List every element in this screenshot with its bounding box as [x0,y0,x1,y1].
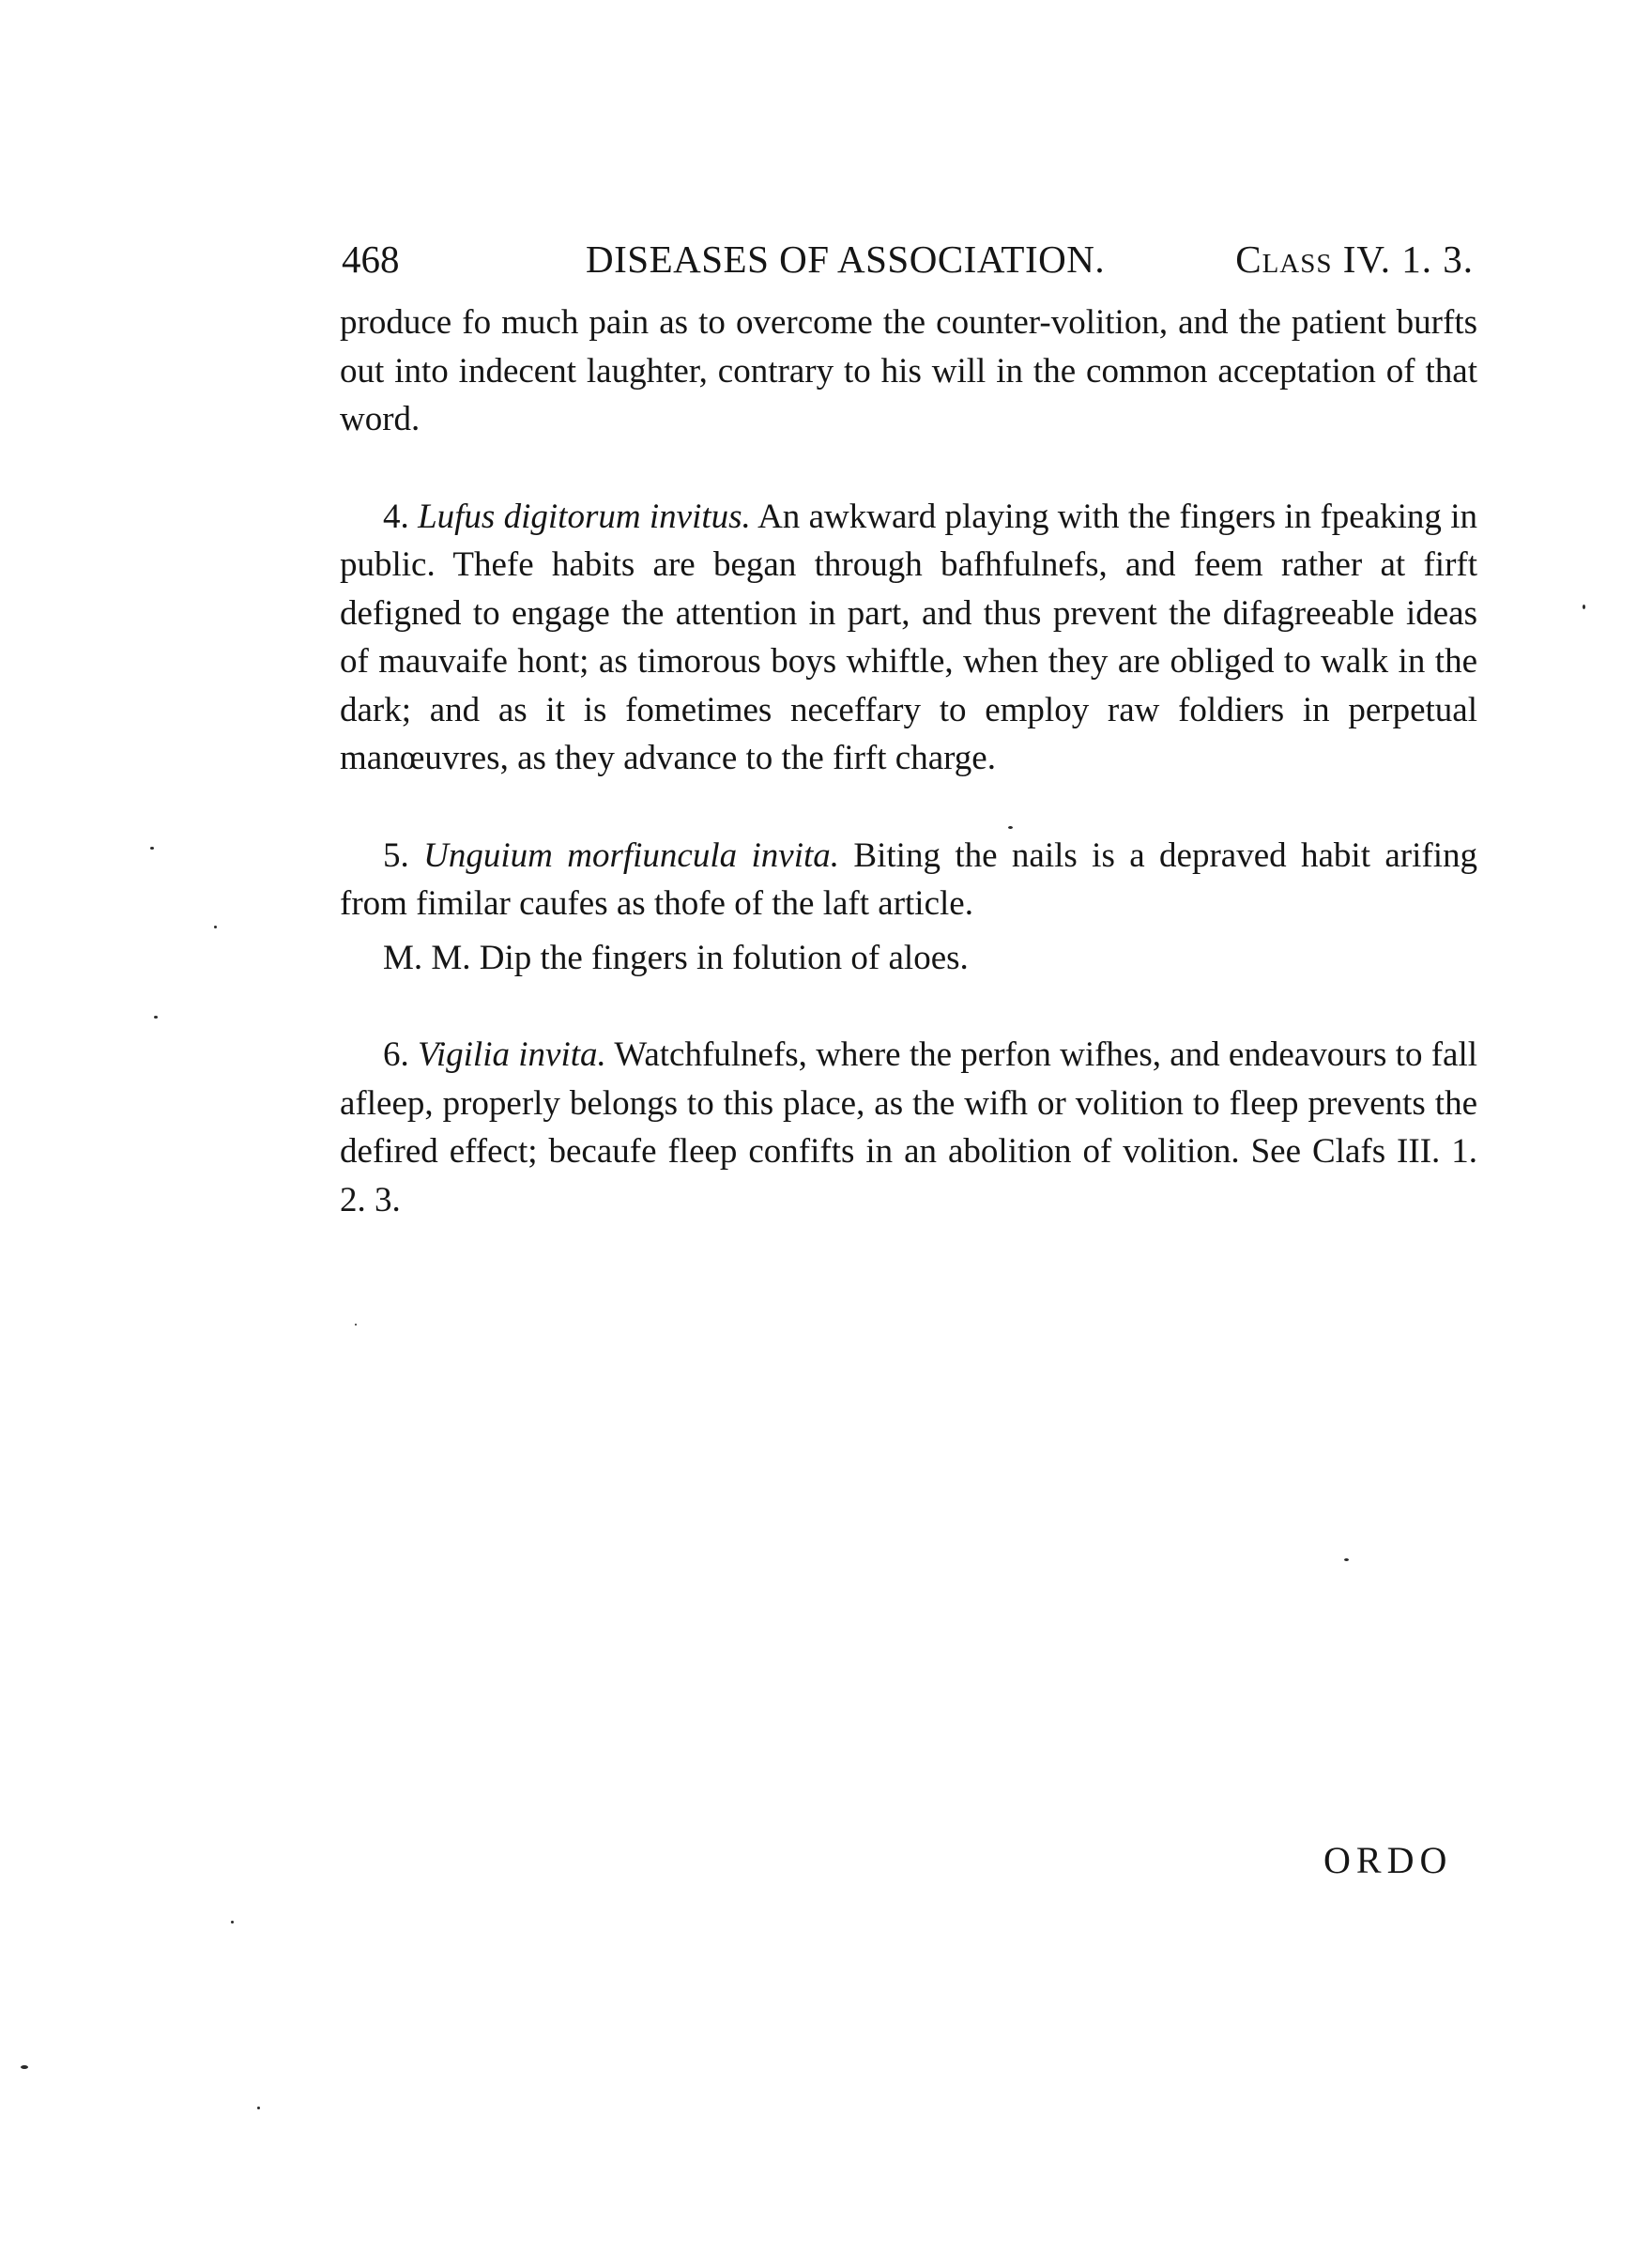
scan-speck [1344,1558,1349,1561]
scan-speck [21,2065,28,2069]
scan-speck [355,1324,357,1326]
latin-term: Unguium morfiuncula invita. [423,835,840,875]
scan-speck [214,926,217,928]
method-of-medicine: M. M. Dip the fingers in folution of aloes. [383,938,969,977]
paragraph-text: An awkward playing with the fingers in fpeaking in public. Thefe habits are began through bafhfulnefs, and feem rather at firft defigned to engage the attention in part, and thus prevent the difagreeable ideas of mauvaife hont; as timorous boys whiftle, when they are obliged to walk in the dark; and as it is fometimes neceffary to employ raw foldiers in perpetual manœuvres, as they advance to the firft charge. [340,497,1477,777]
item-number: 5. [383,835,409,875]
scan-speck [150,847,154,850]
paragraph-lusus-digitorum [340,493,1477,783]
paragraph-continuation: produce fo much pain as to overcome the counter-volition, and the patient burfts out into indecent laughter, contrary to his will in the common acceptation of that word. [340,303,1477,438]
scan-speck [1008,826,1013,829]
scan-speck [154,1016,158,1019]
scan-speck [257,2107,260,2109]
scan-speck [1583,605,1585,609]
latin-term: Vigilia invita. [418,1035,606,1074]
page-header [342,233,1483,285]
paragraph-unguium [340,832,1477,928]
page-number: 468 [342,238,400,281]
scan-speck [231,1921,234,1923]
running-title: DISEASES OF ASSOCIATION. [586,238,1106,281]
paragraph-text: Biting the nails is a depraved habit arifing from fimilar caufes as thofe of the laft article. [340,835,1478,923]
item-number: 6. [383,1035,409,1074]
class-label: Class [1235,238,1333,281]
item-number: 4. [383,497,409,536]
paragraph-text: Watchfulnefs, where the perfon wifhes, and endeavours to fall afleep, properly belongs to this place, as the wifh or volition to fleep prevents the defired effect; becaufe fleep confifts in an abolition of volition. See Clafs III. 1. 2. 3. [340,1035,1477,1219]
body-text [340,299,1477,1224]
class-reference [1235,233,1474,285]
catchword: ORDO [1323,1839,1453,1881]
class-number: IV. 1. 3. [1342,238,1474,281]
paragraph-vigilia [340,1031,1477,1224]
latin-term: Lufus digitorum invitus. [418,497,751,536]
